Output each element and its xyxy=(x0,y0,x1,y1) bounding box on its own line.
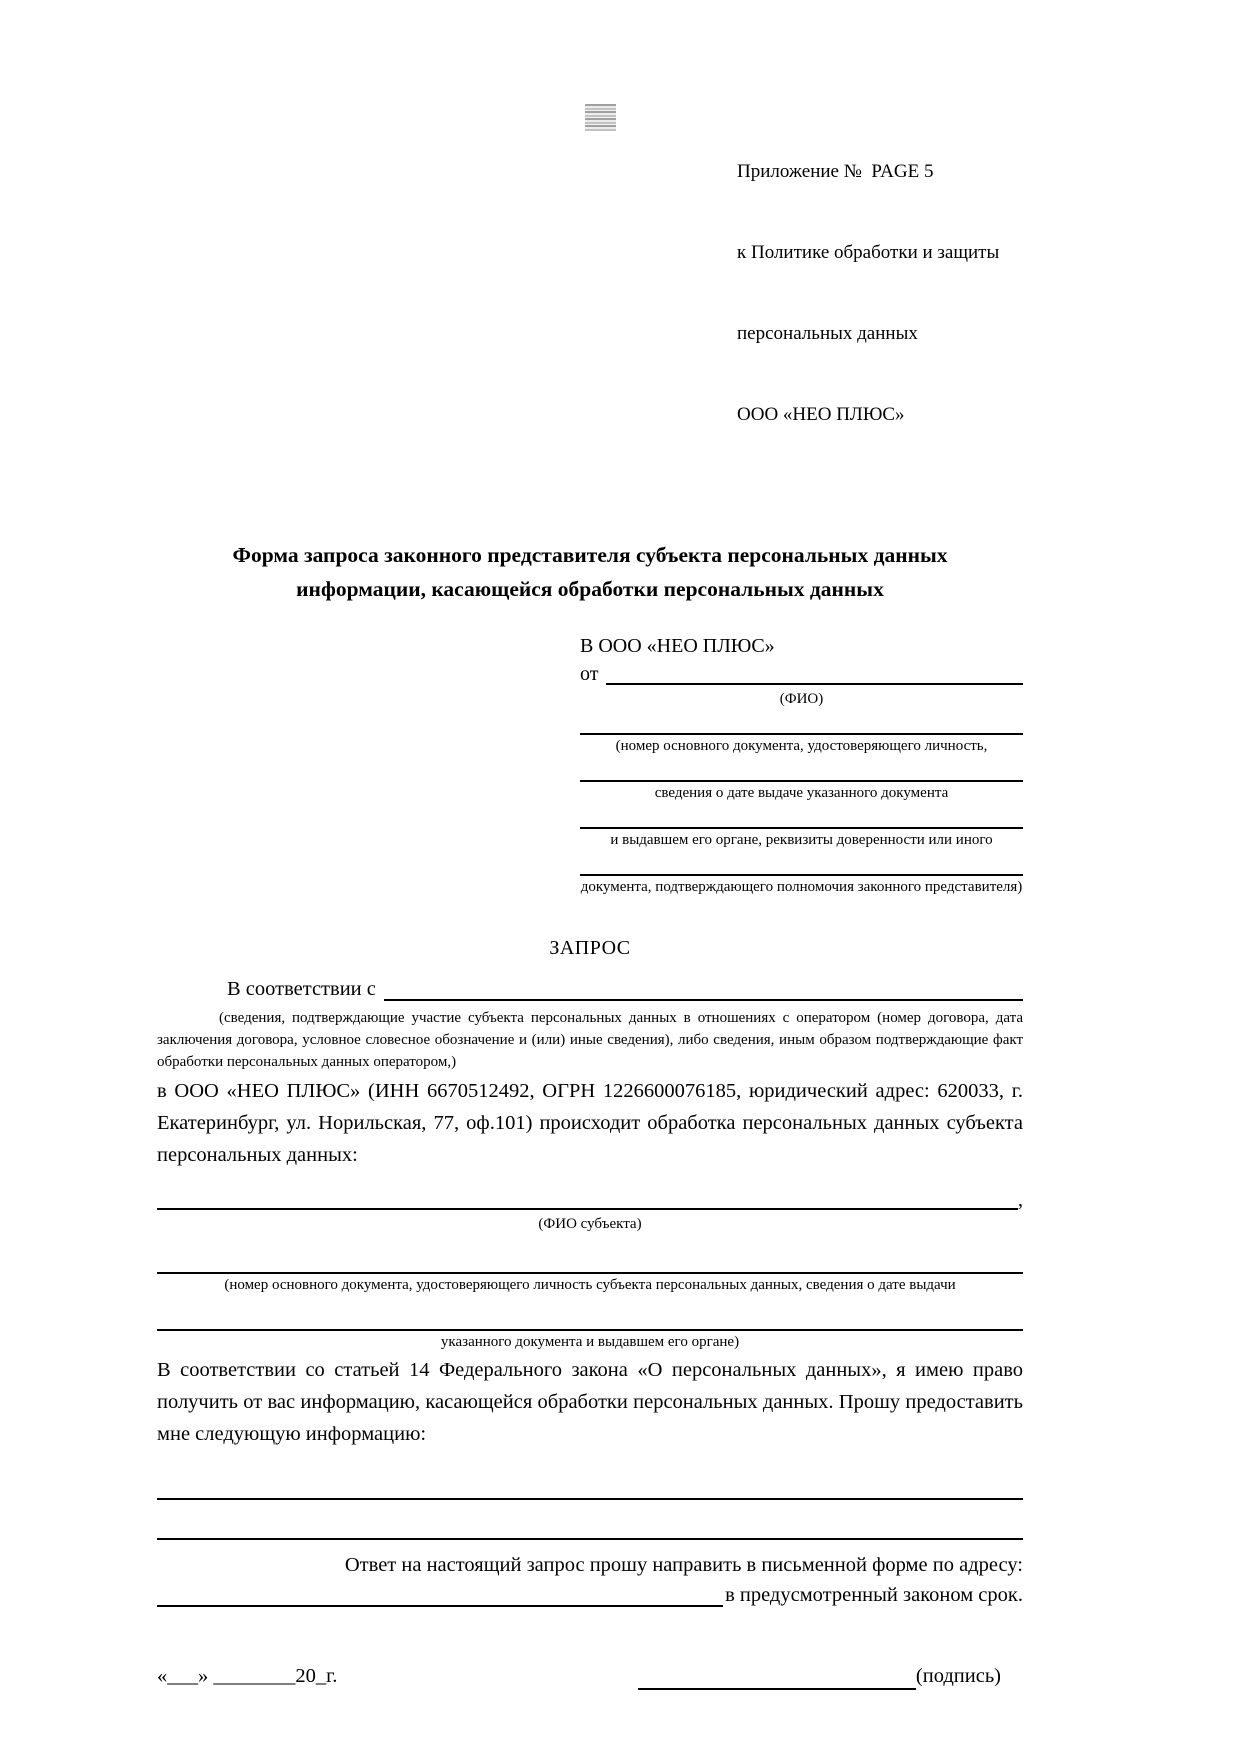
subject-field xyxy=(157,1248,1023,1295)
subject-authority-blank-line xyxy=(157,1307,1023,1331)
addressee-field xyxy=(580,709,1023,756)
addressee-field xyxy=(580,803,1023,850)
subject-doc-blank-line xyxy=(157,1248,1023,1274)
address-blank-line xyxy=(157,1580,723,1607)
accordance-note: (сведения, подтверждающие участие субъекта персональных данных в отношениях с оператором (номер договора, дата заключения договора, условное словесное обозначение и (или) иные сведения), либо сведения, иным образом подтверждающие факт обработки персональных данных оператором,) xyxy=(157,1010,1023,1070)
subject-field xyxy=(157,1307,1023,1352)
doc-number-caption: (номер основного документа, удостоверяющего личность, xyxy=(615,738,988,754)
header-line-policy: к Политике обработки и защиты xyxy=(737,242,1000,263)
document-body xyxy=(157,538,1023,1690)
doc-powers-caption: документа, подтверждающего полномочия законного представителя) xyxy=(580,879,1023,895)
doc-number-blank-line xyxy=(580,709,1023,735)
addressee-organization: В ООО «НЕО ПЛЮС» xyxy=(580,635,775,657)
fio-caption: (ФИО) xyxy=(779,691,824,707)
answer-address-row xyxy=(157,1580,1023,1610)
from-label: от xyxy=(580,663,599,685)
header-line-personal-data: персональных данных xyxy=(737,323,918,344)
fio-blank-line xyxy=(606,660,1023,685)
law-paragraph: В соответствии со статьей 14 Федерального закона «О персональных данных», я имею право получить от вас информацию, касающейся обработки персональных данных. Прошу предоставить мне следующую информацию: xyxy=(157,1359,1023,1445)
subject-authority-caption: указанного документа и выдавшем его органе) xyxy=(440,1334,740,1350)
addressee-field xyxy=(580,850,1023,897)
doc-powers-blank-line xyxy=(580,850,1023,876)
request-heading: ЗАПРОС xyxy=(549,937,631,959)
subject-doc-caption: (номер основного документа, удостоверяющего личность субъекта персональных данных, сведения о дате выдачи xyxy=(224,1277,956,1293)
addressee-field xyxy=(580,756,1023,803)
subject-fio-row xyxy=(157,1187,1023,1213)
page-title xyxy=(157,538,1023,606)
doc-authority-blank-line xyxy=(580,803,1023,829)
title-line-1: Форма запроса законного представителя субъекта персональных данных xyxy=(232,543,948,567)
accordance-row xyxy=(157,974,1023,1004)
title-line-2: информации, касающейся обработки персональных данных xyxy=(296,577,884,601)
header-line-annex: Приложение № PAGE 5 xyxy=(737,161,934,182)
embedded-object-icon xyxy=(585,104,616,131)
signature-group xyxy=(638,1662,1001,1690)
subject-trailing-comma: , xyxy=(1018,1189,1023,1211)
doc-authority-caption: и выдавшем его органе, реквизиты доверенности или иного xyxy=(610,832,993,848)
doc-date-blank-line xyxy=(580,756,1023,782)
operator-paragraph: в ООО «НЕО ПЛЮС» (ИНН 6670512492, ОГРН 1226600076185, юридический адрес: 620033, г. Екатеринбург, ул. Норильская, 77, оф.101) происходит обработка персональных данных субъекта персональных данных: xyxy=(157,1080,1023,1166)
from-row xyxy=(580,660,1023,688)
header-line-company: ООО «НЕО ПЛЮС» xyxy=(737,404,905,425)
answer-request-line: Ответ на настоящий запрос прошу направить в письменной форме по адресу: xyxy=(344,1554,1023,1576)
doc-date-caption: сведения о дате выдаче указанного документа xyxy=(654,785,949,801)
signature-blank-line xyxy=(638,1666,916,1690)
addressee-block xyxy=(580,632,1023,897)
info-blank-line-1 xyxy=(157,1476,1023,1500)
date-line: «___» ________20_г. xyxy=(157,1665,338,1687)
document-header xyxy=(737,0,1242,482)
footer-row xyxy=(157,1662,1023,1690)
signature-caption: (подпись) xyxy=(915,1665,1001,1687)
accordance-blank-line xyxy=(384,974,1023,1001)
info-blank-line-2 xyxy=(157,1516,1023,1540)
accordance-label: В соответствии с xyxy=(227,978,376,1000)
subject-fio-blank-line xyxy=(157,1187,1018,1210)
subject-fio-caption: (ФИО субъекта) xyxy=(538,1216,642,1232)
answer-term-text: в предусмотренный законом срок. xyxy=(725,1584,1023,1606)
